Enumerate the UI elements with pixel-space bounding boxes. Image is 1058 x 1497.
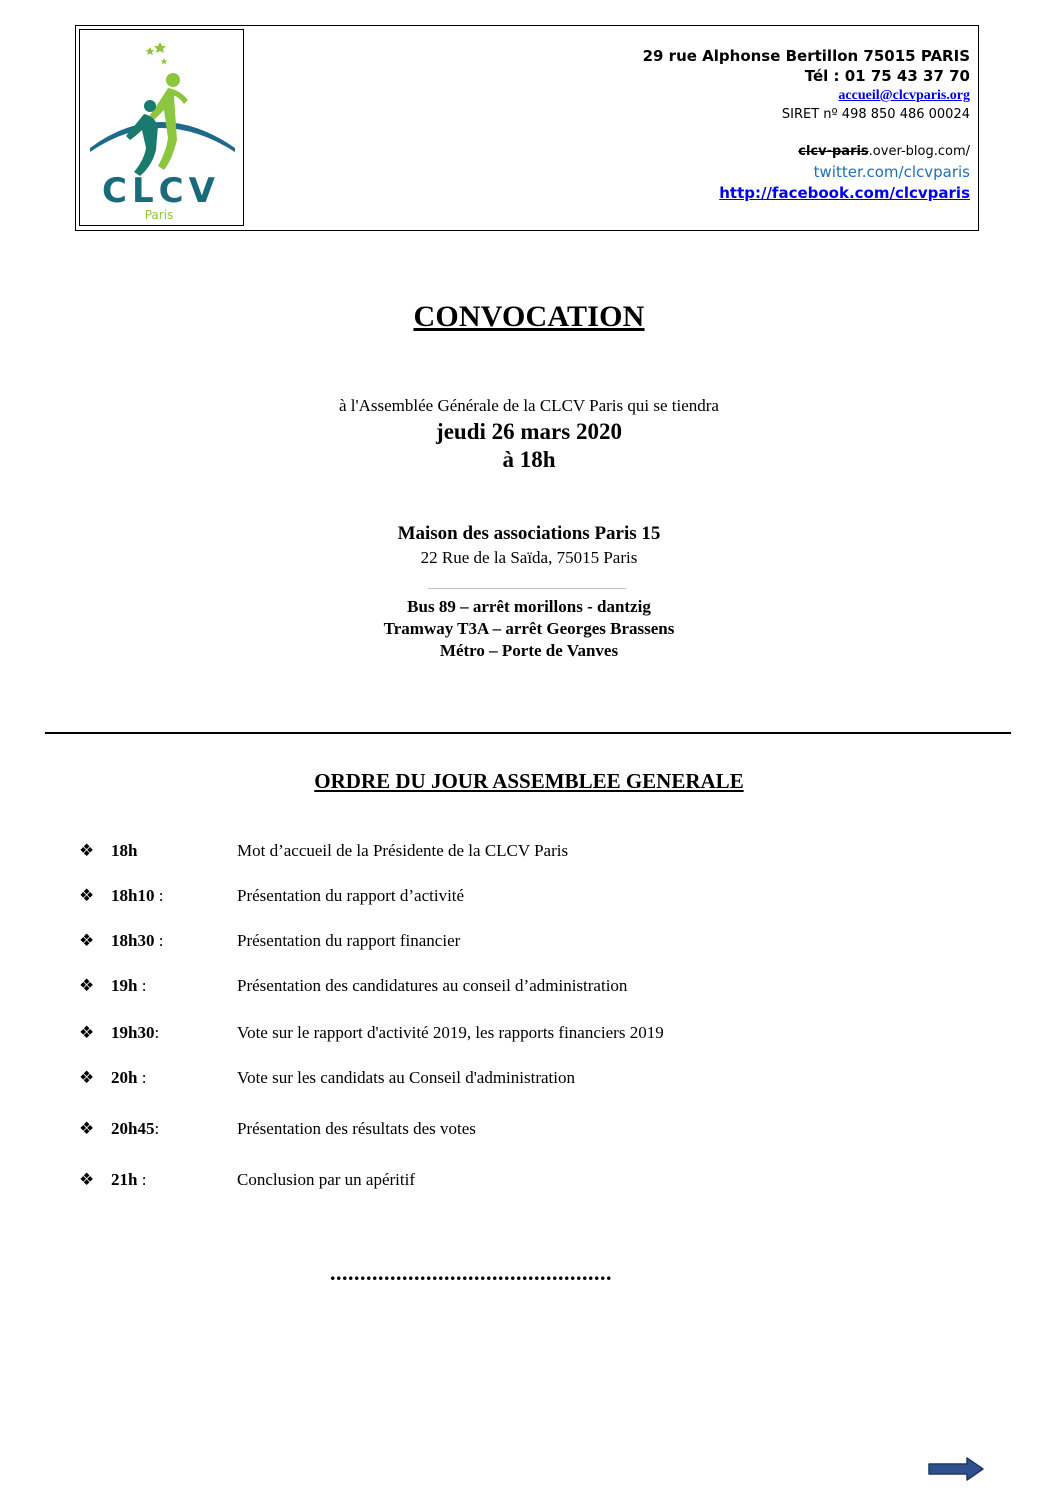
transport-bus: Bus 89 – arrêt morillons - dantzig xyxy=(407,597,651,616)
diamond-bullet-icon: ❖ xyxy=(79,1023,95,1042)
divider-short xyxy=(428,588,626,589)
agenda-time: 20h45: xyxy=(111,1119,160,1138)
agenda-desc: Conclusion par un apéritif xyxy=(237,1170,415,1189)
agenda-time: 19h30: xyxy=(111,1023,160,1042)
agenda-desc: Vote sur les candidats au Conseil d'administration xyxy=(237,1068,575,1087)
email-link[interactable]: accueil@clcvparis.org xyxy=(838,88,970,103)
logo-text: CLCV xyxy=(102,171,220,211)
transport-info xyxy=(0,596,1058,662)
agenda-time: 18h xyxy=(111,841,138,860)
agenda-desc: Présentation du rapport d’activité xyxy=(237,886,465,905)
agenda-item xyxy=(0,1170,1058,1196)
diamond-bullet-icon: ❖ xyxy=(79,1119,95,1138)
transport-metro: Métro – Porte de Vanves xyxy=(439,641,619,660)
agenda-time: 18h10 : xyxy=(111,886,164,905)
logo-subtext: Paris xyxy=(144,208,174,222)
diamond-bullet-icon: ❖ xyxy=(79,886,95,905)
meeting-date: jeudi 26 mars 2020 xyxy=(436,419,622,444)
address-line: 29 rue Alphonse Bertillon 75015 PARIS xyxy=(642,47,970,65)
agenda-item xyxy=(0,1068,1058,1094)
clcv-logo-graphic xyxy=(80,30,243,225)
siret-line: SIRET nº 498 850 486 00024 xyxy=(781,107,970,122)
agenda-item xyxy=(0,1023,1058,1049)
page-title: CONVOCATION xyxy=(413,300,645,333)
diamond-bullet-icon: ❖ xyxy=(79,1068,95,1087)
blog-strike-text: clcv-paris xyxy=(798,144,869,159)
letterhead xyxy=(75,25,979,231)
phone-line: Tél : 01 75 43 37 70 xyxy=(804,67,970,85)
intro-text: à l'Assemblée Générale de la CLCV Paris qui se tiendra xyxy=(339,396,719,415)
right-arrow-icon[interactable] xyxy=(927,1456,985,1482)
agenda-title: ORDRE DU JOUR ASSEMBLEE GENERALE xyxy=(314,769,744,793)
venue-name: Maison des associations Paris 15 xyxy=(397,523,661,544)
agenda-item xyxy=(0,1119,1058,1145)
meeting-time: à 18h xyxy=(502,447,556,472)
agenda-time: 21h : xyxy=(111,1170,147,1189)
transport-tram: Tramway T3A – arrêt Georges Brassens xyxy=(383,619,675,638)
agenda-desc: Présentation du rapport financier xyxy=(237,931,461,950)
agenda-item xyxy=(0,841,1058,867)
dotted-separator: ............................................... xyxy=(330,1260,612,1285)
agenda-item xyxy=(0,886,1058,912)
divider-long xyxy=(45,732,1011,734)
clcv-logo xyxy=(79,29,244,226)
agenda-desc: Présentation des candidatures au conseil d’administration xyxy=(237,976,628,995)
contact-info xyxy=(643,46,970,204)
agenda-item xyxy=(0,976,1058,1002)
agenda-desc: Mot d’accueil de la Présidente de la CLCV Paris xyxy=(237,841,569,860)
venue-address: 22 Rue de la Saïda, 75015 Paris xyxy=(420,548,638,567)
agenda-time: 19h : xyxy=(111,976,147,995)
diamond-bullet-icon: ❖ xyxy=(79,931,95,950)
diamond-bullet-icon: ❖ xyxy=(79,841,95,860)
diamond-bullet-icon: ❖ xyxy=(79,976,95,995)
twitter-link[interactable]: twitter.com/clcvparis xyxy=(813,163,970,181)
agenda-desc: Vote sur le rapport d'activité 2019, les rapports financiers 2019 xyxy=(237,1023,664,1042)
blog-rest-text: .over-blog.com/ xyxy=(868,144,970,159)
diamond-bullet-icon: ❖ xyxy=(79,1170,95,1189)
agenda-time: 20h : xyxy=(111,1068,147,1087)
facebook-link[interactable]: http://facebook.com/clcvparis xyxy=(719,184,970,202)
agenda-time: 18h30 : xyxy=(111,931,164,950)
agenda-item xyxy=(0,931,1058,957)
blog-link[interactable] xyxy=(643,142,970,162)
agenda-desc: Présentation des résultats des votes xyxy=(237,1119,476,1138)
